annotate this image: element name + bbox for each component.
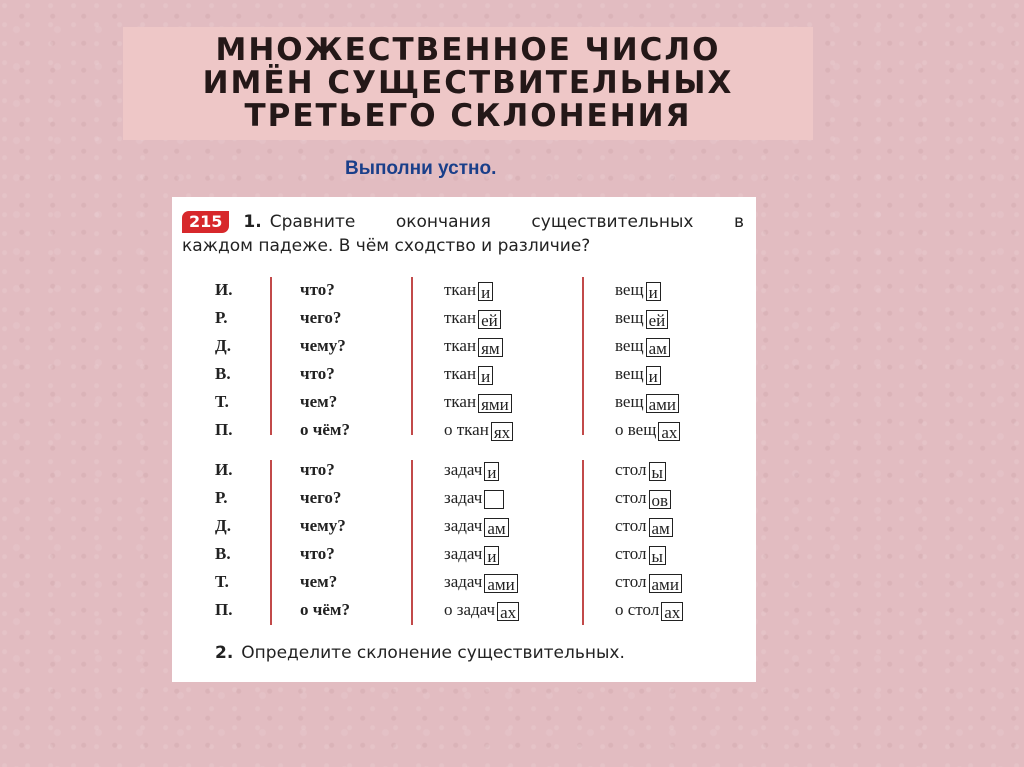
word-ending-box: и [478,366,493,385]
word-stem: ткан [444,392,477,411]
word-ending-box: ам [649,518,673,537]
word-form-2 [615,514,673,538]
case-abbrev: Д. [215,516,231,535]
word-stem: стол [615,516,647,535]
word-form-1 [444,362,493,386]
word-form-2 [615,334,670,358]
word-ending-box: ах [661,602,683,621]
case-abbrev: Д. [215,336,231,355]
task-1-word: существительных [531,212,694,232]
word-stem: стол [615,488,647,507]
case-question: чему? [300,336,346,355]
word-ending-box: ами [646,394,679,413]
word-form-2 [615,458,666,482]
word-form-2 [615,390,679,414]
title-line-1: МНОЖЕСТВЕННОЕ ЧИСЛО [215,32,721,68]
word-stem: о стол [615,600,660,619]
declension-row [172,570,756,594]
word-ending-box: ах [497,602,519,621]
task-1-line-2: каждом падеже. В чём сходство и различие? [182,236,591,256]
word-ending-box: ами [649,574,682,593]
word-form-2 [615,278,661,302]
word-stem: ткан [444,280,477,299]
word-stem: задач [444,544,483,563]
word-ending-box: ях [491,422,513,441]
task-1-lead [182,210,355,234]
word-ending-box: ах [658,422,680,441]
word-stem: стол [615,544,647,563]
case-abbrev: И. [215,460,233,479]
word-form-1 [444,598,519,622]
word-form-2 [615,598,683,622]
title-line-3: ТРЕТЬЕГО СКЛОНЕНИЯ [244,98,692,134]
word-stem: ткан [444,308,477,327]
word-form-1 [444,418,513,442]
case-question: о чём? [300,600,350,619]
word-ending-box: и [646,366,661,385]
word-ending-box: и [646,282,661,301]
word-ending-box: ами [484,574,517,593]
case-abbrev: Т. [215,392,229,411]
word-ending-box: ы [649,546,666,565]
declension-row [172,334,756,358]
word-form-1 [444,390,512,414]
case-question: что? [300,364,335,383]
word-form-2 [615,362,661,386]
word-ending-box: и [478,282,493,301]
word-stem: задач [444,572,483,591]
task-1-line-1 [182,210,744,234]
case-question: что? [300,460,335,479]
case-abbrev: П. [215,600,233,619]
word-stem: задач [444,488,483,507]
word-stem: вещ [615,392,644,411]
case-abbrev: Т. [215,572,229,591]
word-ending-box: ям [478,338,503,357]
declension-row [172,362,756,386]
case-question: что? [300,544,335,563]
word-ending-box: ями [478,394,512,413]
declension-row [172,486,756,510]
task-2-number: 2. [215,643,234,663]
word-form-1 [444,514,509,538]
declension-row [172,418,756,442]
word-form-1 [444,278,493,302]
word-stem: стол [615,572,647,591]
word-form-1 [444,542,499,566]
word-stem: стол [615,460,647,479]
word-stem: о ткан [444,420,489,439]
exercise-number-badge: 215 [182,211,229,233]
word-stem: задач [444,460,483,479]
word-form-2 [615,418,680,442]
declension-row [172,390,756,414]
declension-row [172,306,756,330]
word-stem: вещ [615,364,644,383]
task-1-number: 1. [243,212,262,232]
word-ending-box: и [484,462,499,481]
word-stem: о задач [444,600,496,619]
word-ending-box: ам [484,518,508,537]
word-ending-box: ей [646,310,669,329]
word-ending-box: ов [649,490,672,509]
title-line-2: ИМЁН СУЩЕСТВИТЕЛЬНЫХ [202,65,734,101]
task-1-word: Сравните [269,212,356,232]
case-question: чем? [300,392,338,411]
word-stem: вещ [615,280,644,299]
case-abbrev: И. [215,280,233,299]
case-abbrev: Р. [215,308,228,327]
case-question: чего? [300,488,342,507]
declension-row [172,598,756,622]
case-question: о чём? [300,420,350,439]
title-banner [123,27,813,140]
word-form-2 [615,306,668,330]
word-ending-box [484,490,504,509]
declension-row [172,514,756,538]
word-form-1 [444,570,518,594]
task-1-word: в [733,212,744,232]
word-form-2 [615,542,666,566]
case-abbrev: Р. [215,488,228,507]
word-ending-box: ы [649,462,666,481]
word-form-2 [615,570,682,594]
word-stem: ткан [444,336,477,355]
word-stem: вещ [615,336,644,355]
word-form-2 [615,486,671,510]
declension-row [172,542,756,566]
instruction-text: Выполни устно. [345,158,497,179]
word-form-1 [444,458,499,482]
word-ending-box: ей [478,310,501,329]
case-question: чему? [300,516,346,535]
case-abbrev: П. [215,420,233,439]
case-question: чего? [300,308,342,327]
task-2-text: Определите склонение существительных. [241,643,625,663]
word-stem: вещ [615,308,644,327]
word-form-1 [444,306,501,330]
word-stem: задач [444,516,483,535]
case-question: чем? [300,572,338,591]
case-question: что? [300,280,335,299]
task-1 [182,210,744,258]
declension-row [172,278,756,302]
word-stem: ткан [444,364,477,383]
declension-row [172,458,756,482]
task-1-word: окончания [395,212,491,232]
case-abbrev: В. [215,364,231,383]
task-2 [215,643,625,663]
word-ending-box: ам [646,338,670,357]
exercise-card [172,197,756,682]
word-ending-box: и [484,546,499,565]
word-form-1 [444,486,504,510]
word-form-1 [444,334,503,358]
word-stem: о вещ [615,420,657,439]
case-abbrev: В. [215,544,231,563]
